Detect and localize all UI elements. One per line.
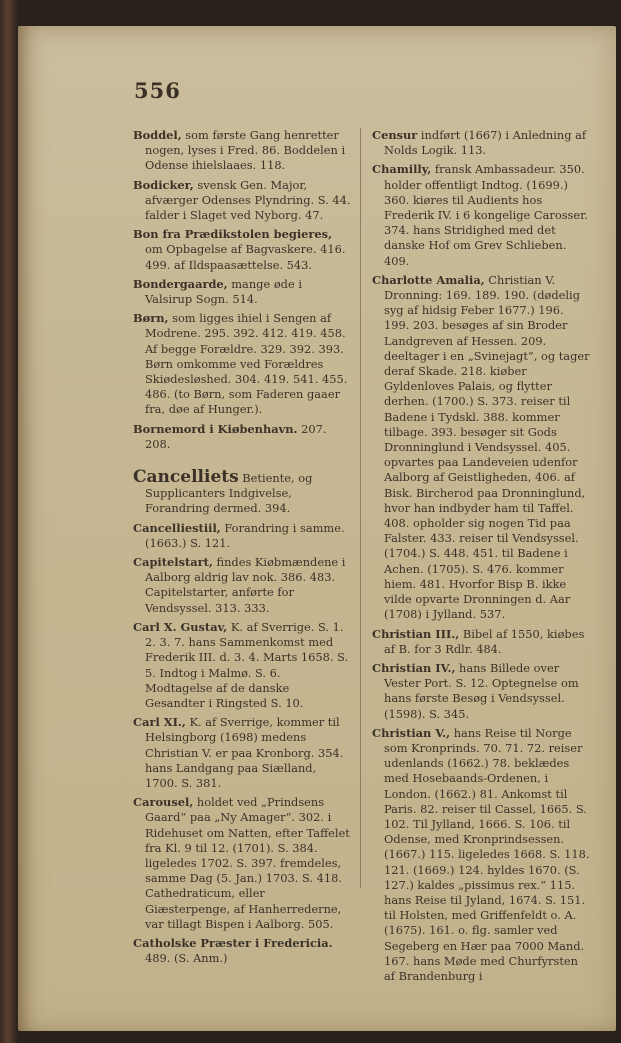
- index-references: som ligges ihiel i Sengen af Modrene. 295. 392. 412. 419. 458. Af begge Forældre. 329. 392. 393. Børn omkomme ved Forældres Skiødesløshed. 304. 419. 541. 455. 486. (to Børn, som Faderen gaaer fra, døe af Hunger.).: [145, 311, 348, 417]
- index-entry: [133, 936, 351, 966]
- index-references: K. af Sverrige. S. 1. 2. 3. 7. hans Sammenkomst med Frederik III. d. 3. 4. Marts 1658. S. 5. Indtog i Malmø. S. 6. Modtagelse af de danske Gesandter i Ringsted S. 10.: [145, 619, 349, 710]
- index-headword: Capitelstart,: [133, 555, 213, 570]
- index-headword: Christian IV.,: [372, 660, 456, 675]
- index-entry: [133, 521, 351, 551]
- index-entry: [133, 277, 351, 307]
- index-references: indført (1667) i Anledning af Nolds Logik. 113.: [384, 128, 587, 158]
- index-entry: [133, 715, 351, 791]
- index-references: fransk Ambassadeur. 350. holder offentligt Indtog. (1699.) 360. kiøres til Audients hos Frederik IV. i 6 kongelige Carosser. 374. hans Stridighed med det danske Hof om Grev Schlieben. 409.: [384, 162, 588, 268]
- index-references: 489. (S. Anm.): [145, 951, 228, 966]
- index-headword: Cancelliestiil,: [133, 520, 221, 535]
- index-headword: Chamilly,: [372, 162, 432, 177]
- index-entry: [372, 726, 590, 984]
- index-references: som første Gang henretter nogen, lyses i Fred. 86. Boddelen i Odense ihielslaaes. 118.: [145, 128, 346, 173]
- index-entry: [133, 311, 351, 417]
- index-references: K. af Sverrige, kommer til Helsingborg (1698) medens Christian V. er paa Kronborg. 354. hans Landgang paa Siælland, 1700. S. 381.: [145, 715, 344, 790]
- index-headword: Christian V.,: [372, 725, 451, 740]
- index-column-right: [372, 128, 590, 988]
- index-headword: Carousel,: [133, 795, 194, 810]
- index-references: hans Billede over Vester Port. S. 12. Optegnelse om hans første Besøg i Vendsyssel. (1598). S. 345.: [384, 660, 579, 721]
- index-entry: [133, 795, 351, 932]
- index-references: Bibel af 1550, kiøbes af B. for 3 Rdlr. 484.: [384, 626, 585, 656]
- index-references: 207. 208.: [145, 421, 327, 451]
- index-headword: Cancelliets: [133, 467, 239, 488]
- index-headword: Carl X. Gustav,: [133, 619, 228, 634]
- index-references: Forandring i samme. (1663.) S. 121.: [145, 520, 345, 550]
- index-headword: Carl XI.,: [133, 715, 186, 730]
- index-references: svensk Gen. Major, afværger Odenses Plyndring. S. 44. falder i Slaget ved Nyborg. 47.: [145, 177, 351, 223]
- index-references: hans Reise til Norge som Kronprinds. 70. 71. 72. reiser udenlands (1662.) 78. beklædes med Hosebaands-Ordenen, i London. (1662.) 81. Ankomst til Paris. 82. reiser til Cassel, 1665. S. 102. Til Jylland, 1666. S. 106. til Odense, med Kronprindsessen. (1667.) 115. ligeledes 1668. S. 118. 121. (1669.) 124. hyldes 1670. (S. 127.) kaldes „pissimus rex.“ 115. hans Reise til Jyland, 1674. S. 151. til Holsten, med Griffenfeldt o. A. (1675). 161. o. flg. samler ved Segeberg en Hær paa 7000 Mand. 167. hans Møde med Churfyrsten af Brandenburg i: [384, 725, 590, 983]
- index-entry: [133, 555, 351, 616]
- index-entry: [133, 620, 351, 711]
- index-entry: [133, 128, 351, 174]
- index-references: om Opbagelse af Bagvaskere. 416. 499. af Ildspaasættelse. 543.: [145, 242, 346, 272]
- page-number: 556: [134, 78, 181, 103]
- index-references: Betiente, og Supplicanters Indgivelse, Forandring dermed. 394.: [145, 471, 313, 516]
- index-references: holdet ved „Prindsens Gaard“ paa „Ny Amager“. 302. i Ridehuset om Natten, efter Taffelet fra Kl. 9 til 12. (1701). S. 384. ligeledes 1702. S. 397. fremdeles, samme Dag (5. Jan.) 1703. S. 418. Cathedraticum, eller Giæsterpenge, af Hanherrederne, var tillagt Bispen i Aalborg. 505.: [145, 795, 350, 931]
- index-headword: Bon fra Prædikstolen begieres,: [133, 227, 333, 242]
- index-references: mange øde i Valsirup Sogn. 514.: [145, 276, 302, 307]
- index-entry: [372, 162, 590, 268]
- index-headword: Bondergaarde,: [133, 276, 228, 291]
- index-entry: [133, 178, 351, 224]
- index-entry: [372, 627, 590, 657]
- column-divider: [360, 128, 361, 888]
- index-headword: Catholske Præster i Fredericia.: [133, 935, 333, 950]
- index-headword: Censur: [372, 128, 418, 142]
- index-entry: [133, 467, 351, 517]
- index-references: Christian V. Dronning: 169. 189. 190. (dødelig syg af hidsig Feber 1677.) 196. 199. 203. besøges af sin Broder Landgreven af Hessen. 209. deeltager i en „Svinejagt“, og tager deraf Skade. 218. kiøber Gyldenloves Palais, og flytter derhen. (1700.) S. 373. reiser til Badene i Tydskl. 388. kommer tilbage. 393. besøger sit Gods Dronninglund i Vendsyssel. 405. opvartes paa Landeveien udenfor Aalborg af Geistligheden, 406. af Bisk. Bircherod paa Dronninglund, hvor han indbyder ham til Taffel. 408. opholder sig nogen Tid paa Falster. 433. reiser til Vendsyssel. (1704.) S. 448. 451. til Badene i Achen. (1705). S. 476. kommer hiem. 481. Hvorfor Bisp B. ikke vilde opvarte Dronningen d. Aar (1708) i Jylland. 537.: [384, 272, 590, 622]
- index-headword: Bornemord i Kiøbenhavn.: [133, 421, 298, 436]
- index-headword: Børn,: [133, 311, 169, 326]
- index-headword: Bodicker,: [133, 177, 194, 192]
- index-headword: Christian III.,: [372, 626, 460, 641]
- index-column-left: [133, 128, 351, 970]
- index-entry: [372, 661, 590, 722]
- index-references: findes Kiøbmændene i Aalborg aldrig lav nok. 386. 483. Capitelstarter, anførte for Vendsyssel. 313. 333.: [145, 555, 346, 615]
- index-entry: [372, 273, 590, 623]
- index-headword: Boddel,: [133, 128, 182, 142]
- index-entry: [372, 128, 590, 158]
- index-entry: [133, 422, 351, 452]
- index-headword: Charlotte Amalia,: [372, 272, 485, 287]
- index-entry: [133, 227, 351, 273]
